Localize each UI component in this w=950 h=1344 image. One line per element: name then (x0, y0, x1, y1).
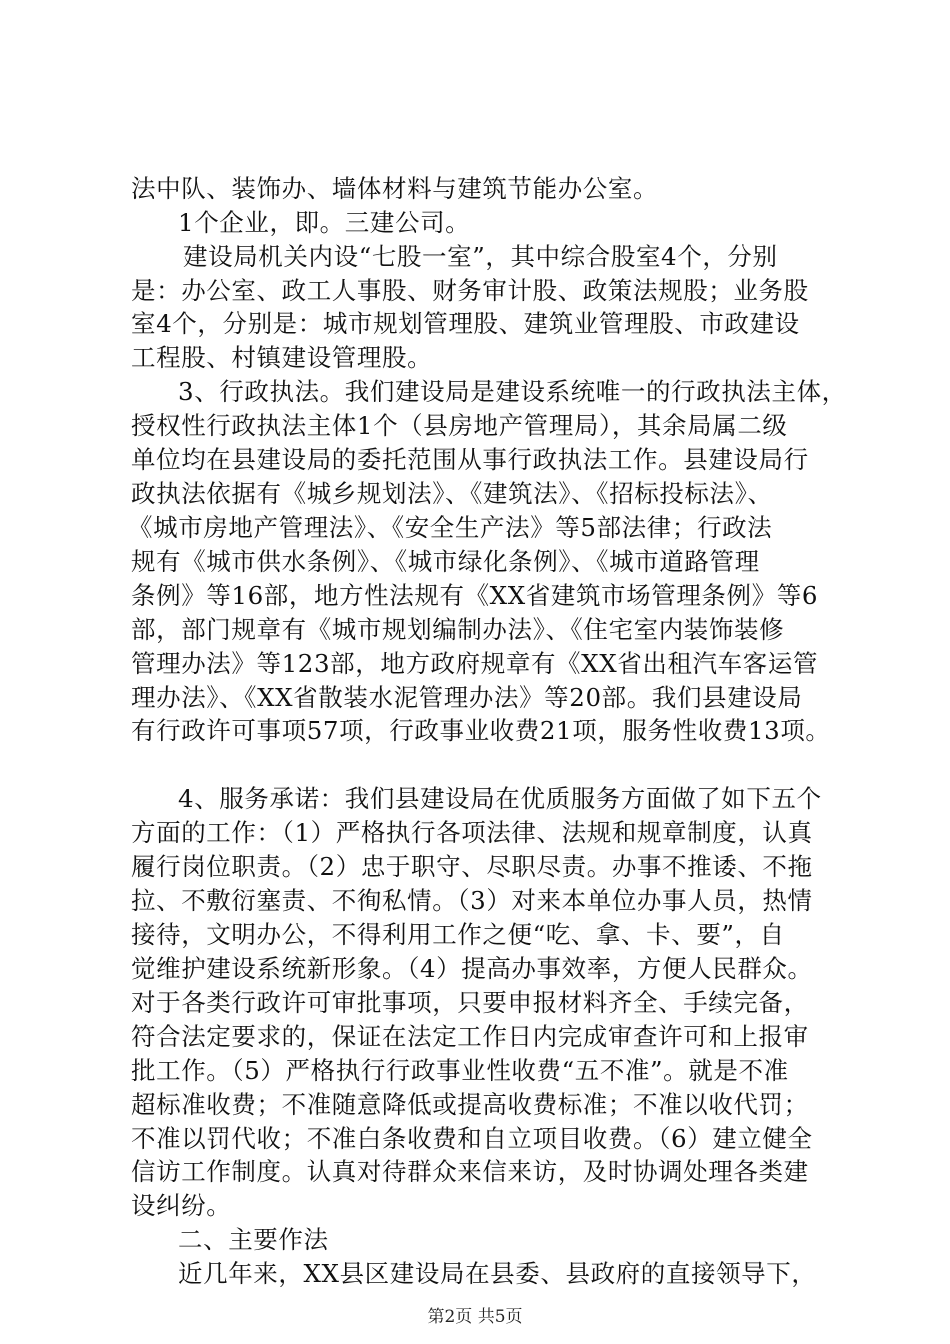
text-line: 是：办公室、政工人事股、财务审计股、政策法规股；业务股 (131, 276, 809, 305)
text-line: 不准以罚代收；不准白条收费和自立项目收费。（6）建立健全 (131, 1124, 813, 1153)
page-number-footer: 第2页 共5页 (427, 1307, 523, 1327)
text-line: 管理办法》等123部，地方政府规章有《XX省出租汽车客运管 (131, 649, 819, 678)
section-heading: 二、主要作法 (178, 1225, 329, 1254)
text-line: 《城市房地产管理法》、《安全生产法》等5部法律；行政法 (128, 513, 773, 542)
text-line: 理办法》、《XX省散装水泥管理办法》等20部。我们县建设局 (131, 683, 803, 712)
text-line: 部，部门规章有《城市规划编制办法》、《住宅室内装饰装修 (131, 615, 785, 644)
text-line: 方面的工作：（1）严格执行各项法律、法规和规章制度，认真 (131, 818, 813, 847)
text-line: 规有《城市供水条例》、《城市绿化条例》、《城市道路管理 (131, 547, 760, 576)
text-line: 觉维护建设系统新形象。（4）提高办事效率，方便人民群众。 (131, 954, 813, 983)
text-line: 符合法定要求的，保证在法定工作日内完成审查许可和上报审 (131, 1022, 809, 1051)
text-line: 履行岗位职责。（2）忠于职守、尽职尽责。办事不推诿、不拖 (131, 852, 813, 881)
text-line: 近几年来，XX县区建设局在县委、县政府的直接领导下， (178, 1259, 817, 1288)
text-line: 建设局机关内设“七股一室”，其中综合股室4个，分别 (183, 242, 778, 271)
text-line: 单位均在县建设局的委托范围从事行政执法工作。县建设局行 (131, 445, 809, 474)
text-line: 设纠纷。 (131, 1191, 232, 1220)
text-line: 政执法依据有《城乡规划法》、《建筑法》、《招标投标法》、 (131, 479, 773, 508)
text-line: 拉、不敷衍塞责、不徇私情。（3）对来本单位办事人员，热情 (131, 886, 813, 915)
text-line: 工程股、村镇建设管理股。 (131, 343, 433, 372)
text-line: 授权性行政执法主体1个（县房地产管理局），其余局属二级 (131, 411, 788, 440)
text-line: 信访工作制度。认真对待群众来信来访，及时协调处理各类建 (131, 1157, 809, 1186)
text-line: 法中队、装饰办、墙体材料与建筑节能办公室。 (131, 174, 659, 203)
text-line: 1个企业，即。三建公司。 (178, 208, 471, 237)
text-line: 室4个，分别是：城市规划管理股、建筑业管理股、市政建设 (131, 309, 800, 338)
text-line: 批工作。（5）严格执行行政事业性收费“五不准”。就是不准 (131, 1056, 789, 1085)
text-line: 对于各类行政许可审批事项，只要申报材料齐全、手续完备， (131, 988, 809, 1017)
text-line: 3、行政执法。我们建设局是建设系统唯一的行政执法主体， (178, 377, 847, 406)
text-line: 有行政许可事项57项，行政事业收费21项，服务性收费13项。 (131, 716, 831, 745)
text-line: 接待，文明办公，不得利用工作之便“吃、拿、卡、要”，自 (131, 920, 785, 949)
text-line: 条例》等16部，地方性法规有《XX省建筑市场管理条例》等6 (131, 581, 819, 610)
text-line: 超标准收费；不准随意降低或提高收费标准；不准以收代罚； (131, 1090, 809, 1119)
text-line: 4、服务承诺：我们县建设局在优质服务方面做了如下五个 (178, 784, 822, 813)
